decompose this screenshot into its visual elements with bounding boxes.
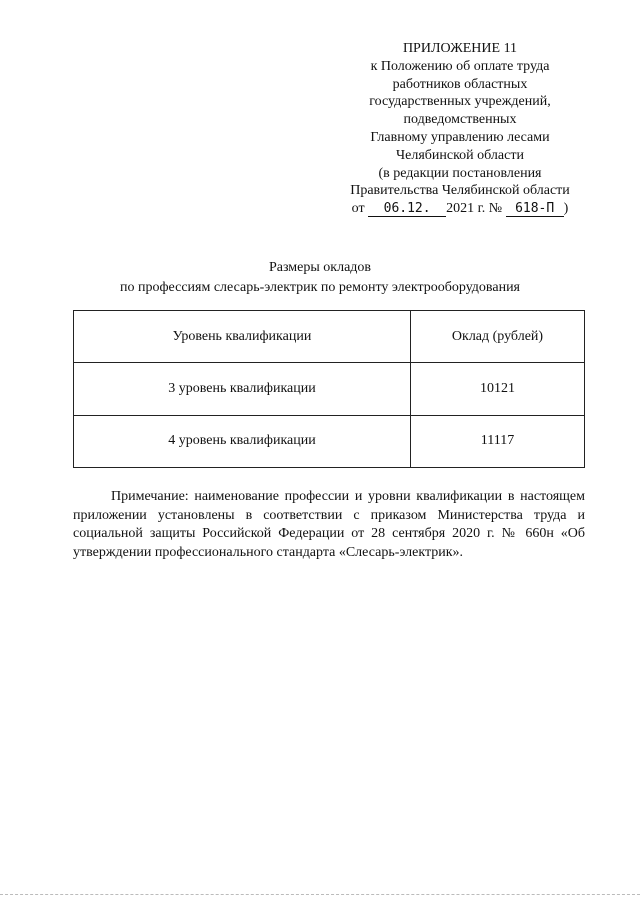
salary-cell: 11117 — [410, 415, 584, 467]
title-line-2: по профессиям слесарь-электрик по ремонту электрооборудования — [120, 280, 520, 295]
date-prefix: от — [351, 201, 365, 217]
salary-cell: 10121 — [410, 363, 584, 415]
header-line: к Положению об оплате труда — [370, 58, 550, 74]
scan-edge-line — [0, 894, 640, 895]
salary-table — [73, 310, 585, 468]
note-paragraph: Примечание: наименование профессии и уровни квалификации в настоящем приложении установлены в соответствии с приказом Министерства труда и социальной защиты Российской Федерации от 28 сентября 2020 г. № 660н «Об утверждении профессионального стандарта «Слесарь-электрик». — [73, 489, 585, 560]
header-line: Челябинской области — [396, 147, 524, 163]
handwritten-date: 06.12. — [368, 202, 446, 217]
header-line: (в редакции постановления — [378, 165, 542, 181]
column-header-salary: Оклад (рублей) — [410, 311, 584, 363]
qualification-cell: 4 уровень квалификации — [74, 415, 411, 467]
resolution-date-line — [340, 200, 580, 218]
table-row — [74, 363, 585, 415]
handwritten-doc-number: 618-П — [506, 202, 564, 217]
header-line: Правительства Челябинской области — [350, 183, 570, 199]
header-line: Главному управлению лесами — [370, 129, 550, 145]
header-line: государственных учреждений, — [369, 94, 551, 110]
closing-paren: ) — [563, 201, 569, 217]
header-line: работников областных — [392, 76, 528, 92]
document-title — [0, 258, 640, 298]
appendix-header — [340, 40, 580, 218]
header-line: подведомственных — [403, 112, 517, 128]
table-header-row — [74, 311, 585, 363]
date-year: 2021 г. № — [446, 201, 503, 217]
table-row — [74, 415, 585, 467]
title-line-1: Размеры окладов — [268, 260, 372, 275]
appendix-title: ПРИЛОЖЕНИЕ 11 — [402, 41, 518, 56]
qualification-cell: 3 уровень квалификации — [74, 363, 411, 415]
column-header-qualification: Уровень квалификации — [74, 311, 411, 363]
